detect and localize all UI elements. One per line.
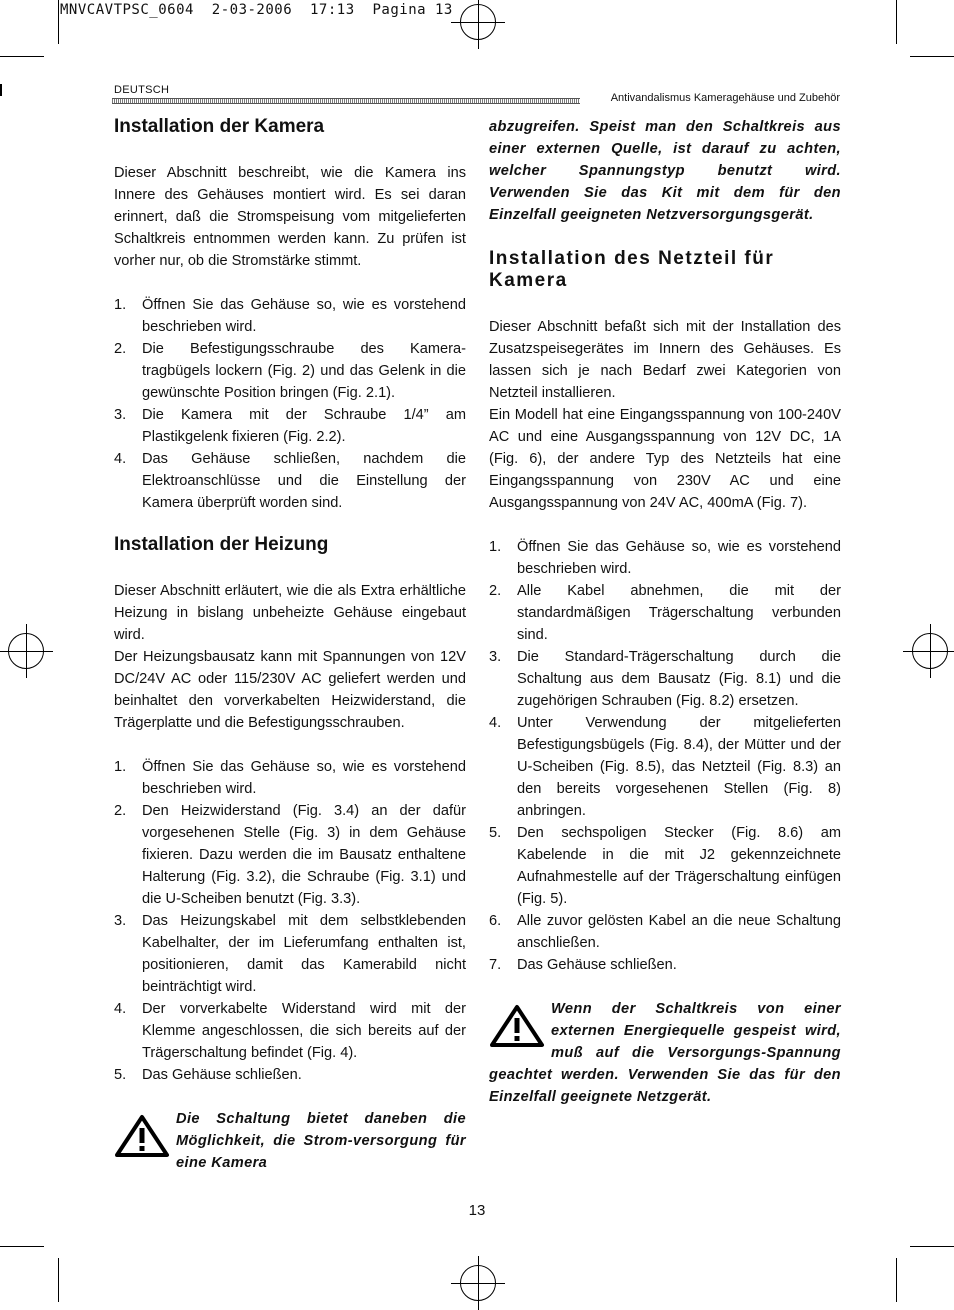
warning-triangle-icon	[114, 1114, 170, 1158]
paragraph: Dieser Abschnitt befaßt sich mit der Installation des Zusatzspeisegerätes im Innern des Gehäuses. Es lassen sich je nach Bedarf zwei Kategorien von Netzteil installieren.	[489, 319, 841, 401]
registration-mark-icon	[912, 633, 948, 669]
crop-mark	[896, 1258, 897, 1302]
list-item: 1. Öffnen Sie das Gehäuse so, wie es vorstehend beschrieben wird.	[114, 297, 466, 335]
warning-note: Die Schaltung bietet daneben die Möglichkeit, die Strom-versorgung für eine Kamera	[114, 1108, 466, 1174]
warning-note: Wenn der Schaltkreis von einer externen Energiequelle gespeist wird, muß auf die Versorgungs-Spannung geachtet werden. Verwenden Sie das für den Einzelfall geeignete Netzgerät.	[489, 1001, 841, 1105]
list-item: 4. Unter Verwendung der mitgelieferten Befestigungsbügels (Fig. 8.4), der Mütter und der U-Scheiben (Fig. 8.5), das Netzteil (Fig. 8.3) an den bereits vorgesehenen Stellen (Fig. 8) anbringen.	[489, 715, 841, 819]
section-heading-heating: Installation der Heizung	[114, 534, 329, 555]
print-slug: MNVCAVTPSC_0604 2-03-2006 17:13 Pagina 13	[60, 2, 453, 18]
list-item: 5. Das Gehäuse schließen.	[114, 1067, 302, 1083]
list-item: 4. Das Gehäuse schließen, nachdem die Elektroanschlüsse und die Einstellung der Kamera überprüft worden sind.	[114, 451, 466, 511]
left-column	[114, 116, 466, 1174]
list-item: 7. Das Gehäuse schließen.	[489, 957, 677, 973]
section-heading-camera: Installation der Kamera	[114, 116, 325, 137]
numbered-list	[114, 294, 466, 514]
crop-mark	[910, 56, 954, 57]
list-item: 3. Das Heizungskabel mit dem selbstklebenden Kabelhalter, der im Lieferumfang enthalten ist, positionieren, damit das Kamerabild nicht beinträchtigt wird.	[114, 913, 466, 995]
page-number: 13	[468, 1202, 486, 1219]
list-item: 1. Öffnen Sie das Gehäuse so, wie es vorstehend beschrieben wird.	[489, 539, 841, 577]
list-item: 1. Öffnen Sie das Gehäuse so, wie es vorstehend beschrieben wird.	[114, 759, 466, 797]
header-language: DEUTSCH	[114, 84, 170, 96]
crop-mark	[910, 1246, 954, 1247]
header-rule	[112, 98, 580, 104]
paragraph: Dieser Abschnitt erläutert, wie die als Extra erhältliche Heizung in bislang unbeheizte Gehäuse eingebaut wird.	[114, 583, 466, 643]
section-heading-power-supply: Installation des Netzteil für Kamera	[489, 248, 775, 291]
list-item: 4. Der vorverkabelte Widerstand wird mit der Klemme angeschlossen, die sich bereits auf der Trägerschaltung befindet (Fig. 4).	[114, 1001, 466, 1061]
numbered-list	[114, 756, 466, 1086]
list-item: 2. Den Heizwiderstand (Fig. 3.4) an der dafür vorgesehenen Stelle (Fig. 3) in dem Gehäuse fixieren. Dazu werden die im Bausatz enthaltene Halterung (Fig. 3.2), die Schraube (Fig. 3.1) und die U-Scheiben benutzt (Fig. 3.3).	[114, 803, 466, 907]
right-column	[489, 116, 841, 1108]
warning-triangle-icon	[489, 1004, 545, 1048]
paragraph: Dieser Abschnitt beschreibt, wie die Kamera ins Innere des Gehäuses montiert wird. Es sei daran erinnert, daß die Stromspeisung vom mitgelieferten Schaltkreis entnommen werden kann. Zu prüfen ist vorher nur, ob die Stromstärke stimmt.	[114, 165, 466, 269]
paragraph: Ein Modell hat eine Eingangsspannung von 100-240V AC und eine Ausgangsspannung von 12V DC, 1A (Fig. 6), der andere Typ des Netzteils hat eine Eingangsspannung von 230V AC und eine Ausgangsspannung von 24V AC, 400mA (Fig. 7).	[489, 407, 841, 511]
crop-mark	[0, 84, 2, 96]
registration-mark-icon	[8, 633, 44, 669]
list-item: 2. Alle Kabel abnehmen, die mit der standardmäßigen Trägerschaltung verbunden sind.	[489, 583, 841, 643]
list-item: 3. Die Standard-Trägerschaltung durch die Schaltung aus dem Bausatz (Fig. 8.1) und die zugehörigen Schrauben (Fig. 8.2) ersetzen.	[489, 649, 841, 709]
warning-note-continued: abzugreifen. Speist man den Schaltkreis aus einer externen Quelle, ist darauf zu achten, welcher Spannungstyp benutzt wird. Verwenden Sie das Kit mit dem für den Einzelfall geeigneten Netzversorgungsgerät.	[489, 119, 841, 223]
registration-mark-icon	[460, 4, 496, 40]
crop-mark	[58, 1258, 59, 1302]
header-title: Antivandalismus Kameragehäuse und Zubehör	[610, 92, 840, 104]
paragraph: Der Heizungsbausatz kann mit Spannungen von 12V DC/24V AC oder 115/230V AC geliefert werden und beinhaltet den vorverkabelten Heizwiderstand, die Trägerplatte und die Befestigungsschrauben.	[114, 649, 466, 731]
list-item: 5. Den sechspoligen Stecker (Fig. 8.6) am Kabelende in die mit J2 gekennzeichnete Aufnahmestelle auf der Trägerschaltung einfügen (Fig. 5).	[489, 825, 841, 907]
list-item: 3. Die Kamera mit der Schraube 1/4” am Plastikgelenk fixieren (Fig. 2.2).	[114, 407, 466, 445]
numbered-list	[489, 536, 841, 976]
crop-mark	[0, 56, 44, 57]
crop-mark	[0, 1246, 44, 1247]
list-item: 2. Die Befestigungsschraube des Kamera-tragbügels lockern (Fig. 2) und das Gelenk in die gewünschte Position bringen (Fig. 2.1).	[114, 341, 466, 401]
crop-mark	[896, 0, 897, 44]
list-item: 6. Alle zuvor gelösten Kabel an die neue Schaltung anschließen.	[489, 913, 841, 951]
registration-mark-icon	[460, 1265, 496, 1301]
crop-mark	[58, 0, 59, 44]
